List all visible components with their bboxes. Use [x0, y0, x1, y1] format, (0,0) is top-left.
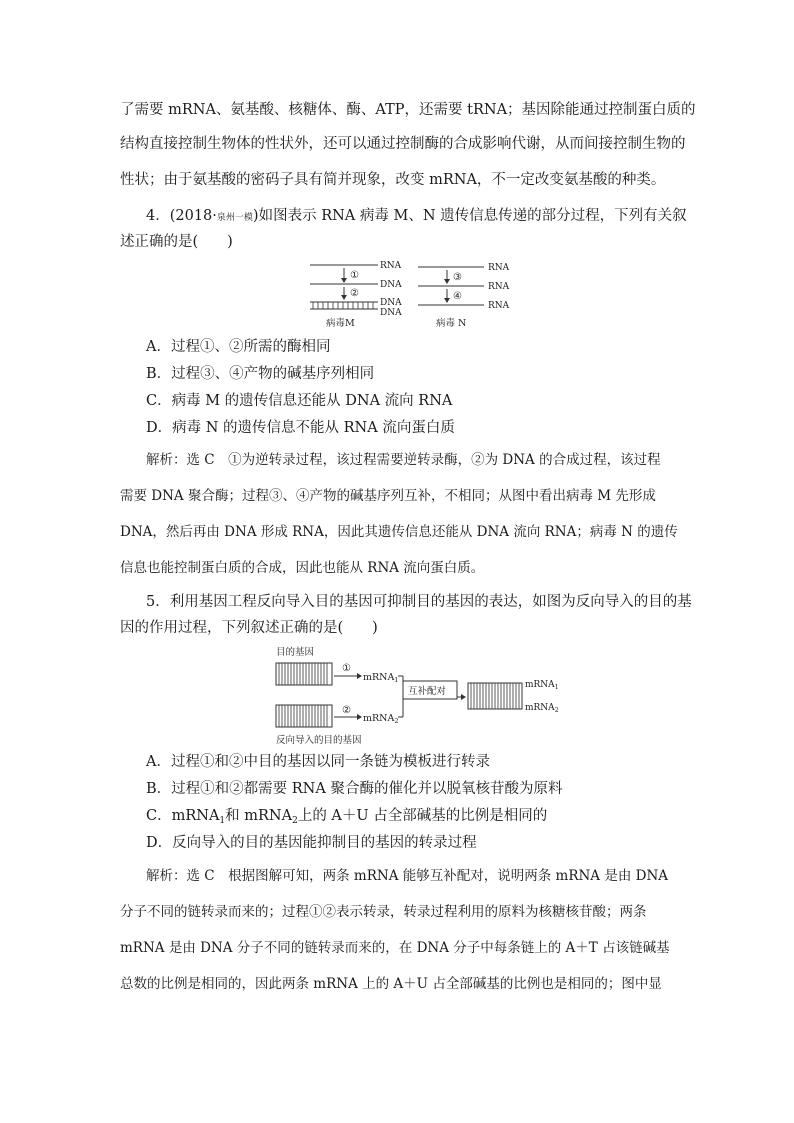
mrna1-label: mRNA$_1$: [363, 672, 399, 684]
q5-analysis-line-2: 分子不同的链转录而来的；过程①②表示转录，转录过程利用的原料为核糖核苷酸；两条: [120, 904, 647, 920]
q4-analysis-line-4: 信息也能控制蛋白质的合成，因此也能从 RNA 流向蛋白质。: [120, 560, 485, 576]
q5-arrow-1-head: [357, 673, 362, 679]
q5-analysis-line-3: mRNA 是由 DNA 分子不同的链转录而来的，在 DNA 分子中每条链上的 A＋T 占该链碱基: [120, 940, 670, 956]
n-step-4: ④: [453, 291, 462, 302]
q4-analysis-line-2: 需要 DNA 聚合酶；过程③、④产物的碱基序列互补，不相同；从图中看出病毒 M 先形成: [120, 488, 656, 504]
q5-figure: [272, 643, 572, 747]
q5-option-a: A．过程①和②中目的基因以同一条链为模板进行转录: [146, 754, 490, 770]
n-rna-label-1: RNA: [488, 263, 510, 273]
target-gene-label: 目的基因: [276, 647, 315, 658]
intro-line-3: 性状；由于氨基酸的密码子具有简并现象，改变 mRNA，不一定改变氨基酸的种类。: [120, 172, 666, 188]
n-arrow-3-head: [444, 279, 450, 284]
virus-m-caption: 病毒M: [326, 318, 355, 329]
m-step-1: ①: [350, 270, 359, 281]
q4-option-c: C．病毒 M 的遗传信息还能从 DNA 流向 RNA: [146, 393, 453, 409]
q5-option-d: D．反向导入的目的基因能抑制目的基因的转录过程: [146, 835, 477, 851]
q5-step-1: ①: [342, 663, 351, 674]
q4-number: 4．(2018·: [146, 208, 217, 224]
q5-arrow-2-head: [357, 714, 362, 720]
q4-stem-line-1: [146, 206, 687, 228]
n-rna-label-3: RNA: [488, 301, 510, 311]
m-dna-label-1: DNA: [380, 280, 402, 290]
m-rna-label: RNA: [380, 261, 402, 271]
n-rna-label-2: RNA: [488, 282, 510, 292]
m-dna-label-3: DNA: [380, 308, 402, 318]
pairing-label: 互补配对: [408, 686, 447, 697]
mrna2-label: mRNA$_2$: [363, 713, 399, 725]
q4-source: 泉州一模: [216, 213, 253, 223]
q5-option-b: B．过程①和②都需要 RNA 聚合酶的催化并以脱氧核苷酸为原料: [146, 781, 563, 797]
q4-option-a: A．过程①、②所需的酶相同: [146, 339, 331, 355]
q5-analysis-line-4: 总数的比例是相同的，因此两条 mRNA 上的 A＋U 占全部碱基的比例也是相同的；图中显: [120, 976, 662, 992]
n-step-3: ③: [453, 272, 462, 283]
m-arrow-2-head: [341, 295, 347, 300]
q4-stem-text: )如图表示 RNA 病毒 M、N 遗传信息传递的部分过程，下列有关叙: [252, 208, 687, 224]
q4-stem-line-2: 述正确的是( ): [120, 234, 233, 250]
q5-step-2: ②: [342, 705, 351, 716]
q4-option-b: B．过程③、④产物的碱基序列相同: [146, 366, 375, 382]
q4-option-d: D．病毒 N 的遗传信息不能从 RNA 流向蛋白质: [146, 420, 455, 436]
reverse-gene-label: 反向导入的目的基因: [276, 735, 362, 746]
pairing-arrow-head: [461, 694, 466, 700]
q4-analysis-line-3: DNA，然后再由 DNA 形成 RNA，因此其遗传信息还能从 DNA 流向 RNA；病毒 N 的遗传: [120, 524, 678, 540]
q5-option-c: C．mRNA$_1$和 mRNA$_2$上的 A＋U 占全部碱基的比例是相同的: [146, 808, 548, 826]
m-step-2: ②: [350, 288, 359, 299]
intro-line-2: 结构直接控制生物体的性状外，还可以通过控制酶的合成影响代谢，从而间接控制生物的: [120, 136, 686, 152]
hybrid-mrna1-label: mRNA$_1$: [525, 680, 559, 691]
m-arrow-1-head: [341, 278, 347, 283]
n-arrow-4-head: [444, 298, 450, 303]
q4-figure: [300, 256, 520, 332]
q5-stem-line-1: 5．利用基因工程反向导入目的基因可抑制目的基因的表达，如图为反向导入的目的基: [146, 594, 692, 610]
hybrid-mrna2-label: mRNA$_2$: [525, 703, 559, 714]
q5-analysis-line-1: 解析：选 C 根据图解可知，两条 mRNA 能够互补配对，说明两条 mRNA 是由 DNA: [146, 868, 669, 884]
intro-line-1: 了需要 mRNA、氨基酸、核糖体、酶、ATP，还需要 tRNA；基因除能通过控制蛋白质的: [120, 102, 696, 118]
q4-analysis-line-1: 解析：选 C ①为逆转录过程，该过程需要逆转录酶，②为 DNA 的合成过程，该过程: [146, 452, 661, 468]
virus-n-caption: 病毒 N: [436, 318, 467, 329]
q5-stem-line-2: 因的作用过程，下列叙述正确的是( ): [120, 620, 378, 636]
m-dna-label-2: DNA: [380, 298, 402, 308]
m-base-pairs: [313, 302, 373, 309]
